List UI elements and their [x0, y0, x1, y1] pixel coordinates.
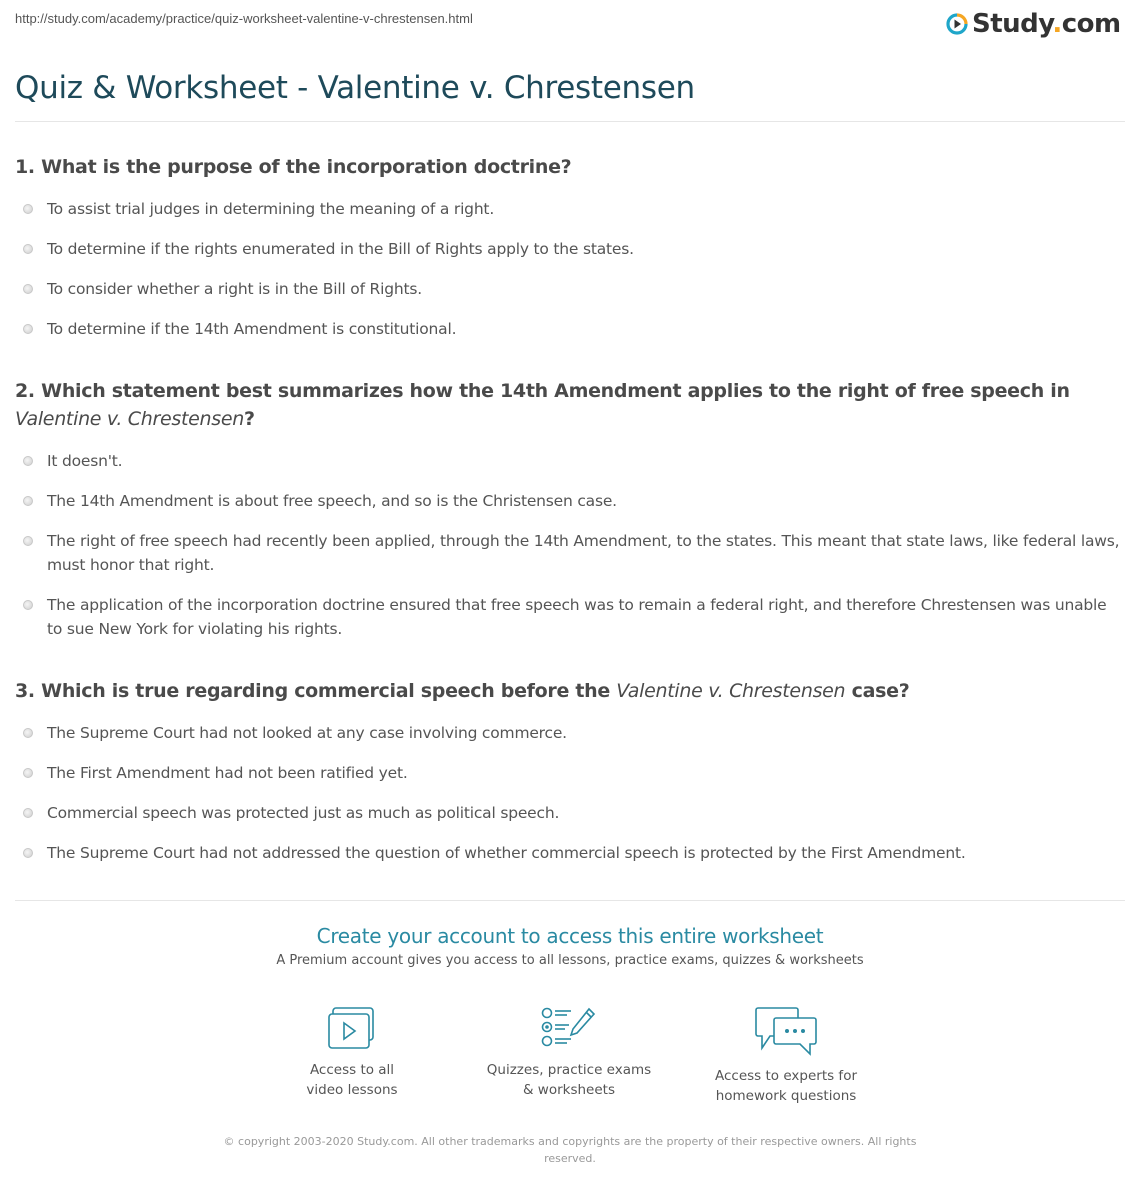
answer-option[interactable]: [15, 197, 1125, 221]
answer-text: To determine if the 14th Amendment is constitutional.: [47, 320, 457, 338]
answer-option[interactable]: [15, 801, 1125, 825]
feature-label: [469, 1060, 669, 1100]
feature-label: [252, 1060, 452, 1100]
study-play-logo-icon: [946, 13, 968, 35]
expert-chat-icon: [754, 1006, 818, 1056]
answer-text: The Supreme Court had not looked at any case involving commerce.: [47, 724, 567, 742]
question-1: [15, 153, 1125, 341]
answer-list: [15, 197, 1125, 341]
cta-divider: [15, 900, 1125, 901]
feature-quizzes: [469, 1006, 669, 1100]
question-end: case?: [845, 680, 910, 702]
answer-list: [15, 449, 1125, 641]
case-name: Valentine v. Chrestensen: [15, 408, 245, 430]
question-text: [15, 677, 1125, 705]
cta-title[interactable]: Create your account to access this entire worksheet: [316, 924, 824, 948]
logo-word: Study: [972, 9, 1053, 39]
feature-label: [686, 1066, 886, 1106]
question-body: Which statement best summarizes how the 14th Amendment applies to the right of free speech in: [41, 380, 1070, 402]
radio-button[interactable]: [23, 284, 33, 294]
answer-text: Commercial speech was protected just as much as political speech.: [47, 804, 560, 822]
question-number: 1.: [15, 156, 35, 178]
answer-text: The First Amendment had not been ratified yet.: [47, 764, 408, 782]
case-name: Valentine v. Chrestensen: [616, 680, 846, 702]
answer-option[interactable]: [15, 277, 1125, 301]
question-body: What is the purpose of the incorporation doctrine?: [41, 156, 572, 178]
answer-option[interactable]: [15, 529, 1125, 577]
feature-line: Access to all: [309, 1062, 395, 1078]
feature-experts: [686, 1006, 886, 1106]
question-end: ?: [244, 408, 255, 430]
logo-suffix: com: [1061, 9, 1121, 39]
answer-option[interactable]: [15, 489, 1125, 513]
answer-option[interactable]: [15, 841, 1125, 865]
copyright-footer: © copyright 2003-2020 Study.com. All other trademarks and copyrights are the property of their respective owners. All rights reserved.: [223, 1135, 917, 1165]
radio-button[interactable]: [23, 848, 33, 858]
feature-line: & worksheets: [522, 1082, 615, 1098]
answer-option[interactable]: [15, 317, 1125, 341]
video-lessons-icon: [327, 1006, 377, 1050]
answer-text: The Supreme Court had not addressed the question of whether commercial speech is protected by the First Amendment.: [47, 844, 966, 862]
question-text: [15, 377, 1125, 433]
answer-option[interactable]: [15, 721, 1125, 745]
answer-text: The application of the incorporation doctrine ensured that free speech was to remain a federal right, and therefore Chrestensen was unable to sue New York for violating his rights.: [47, 596, 1107, 638]
question-2: [15, 377, 1125, 641]
answer-text: It doesn't.: [47, 452, 123, 470]
answer-list: [15, 721, 1125, 865]
radio-button[interactable]: [23, 204, 33, 214]
quiz-checklist-icon: [541, 1006, 597, 1050]
answer-option[interactable]: [15, 593, 1125, 641]
feature-line: video lessons: [306, 1082, 398, 1098]
answer-text: To assist trial judges in determining the meaning of a right.: [47, 200, 495, 218]
answer-option[interactable]: [15, 237, 1125, 261]
radio-button[interactable]: [23, 768, 33, 778]
feature-line: Access to experts for: [714, 1068, 857, 1084]
radio-button[interactable]: [23, 456, 33, 466]
radio-button[interactable]: [23, 600, 33, 610]
question-number: 2.: [15, 380, 35, 402]
question-3: [15, 677, 1125, 865]
page-title: Quiz & Worksheet - Valentine v. Chrestensen: [15, 70, 695, 106]
study-logo[interactable]: [946, 9, 1121, 39]
answer-option[interactable]: [15, 449, 1125, 473]
logo-text: [972, 9, 1121, 39]
radio-button[interactable]: [23, 496, 33, 506]
answer-text: To determine if the rights enumerated in the Bill of Rights apply to the states.: [47, 240, 634, 258]
feature-line: homework questions: [715, 1088, 857, 1104]
answer-text: The right of free speech had recently been applied, through the 14th Amendment, to the states. This meant that state laws, like federal laws, must honor that right.: [47, 532, 1120, 574]
answer-option[interactable]: [15, 761, 1125, 785]
title-divider: [15, 121, 1125, 122]
radio-button[interactable]: [23, 244, 33, 254]
radio-button[interactable]: [23, 728, 33, 738]
radio-button[interactable]: [23, 808, 33, 818]
logo-dot: .: [1052, 9, 1062, 39]
radio-button[interactable]: [23, 324, 33, 334]
feature-video-lessons: [252, 1006, 452, 1100]
question-number: 3.: [15, 680, 35, 702]
question-text: [15, 153, 1125, 181]
page-url: http://study.com/academy/practice/quiz-worksheet-valentine-v-chrestensen.html: [15, 11, 473, 26]
question-body: Which is true regarding commercial speech before the: [41, 680, 617, 702]
radio-button[interactable]: [23, 536, 33, 546]
answer-text: To consider whether a right is in the Bill of Rights.: [47, 280, 422, 298]
cta-subtitle: A Premium account gives you access to all lessons, practice exams, quizzes & worksheets: [276, 953, 864, 968]
signup-cta: [0, 924, 1140, 968]
feature-line: Quizzes, practice exams: [486, 1062, 652, 1078]
answer-text: The 14th Amendment is about free speech, and so is the Christensen case.: [47, 492, 617, 510]
